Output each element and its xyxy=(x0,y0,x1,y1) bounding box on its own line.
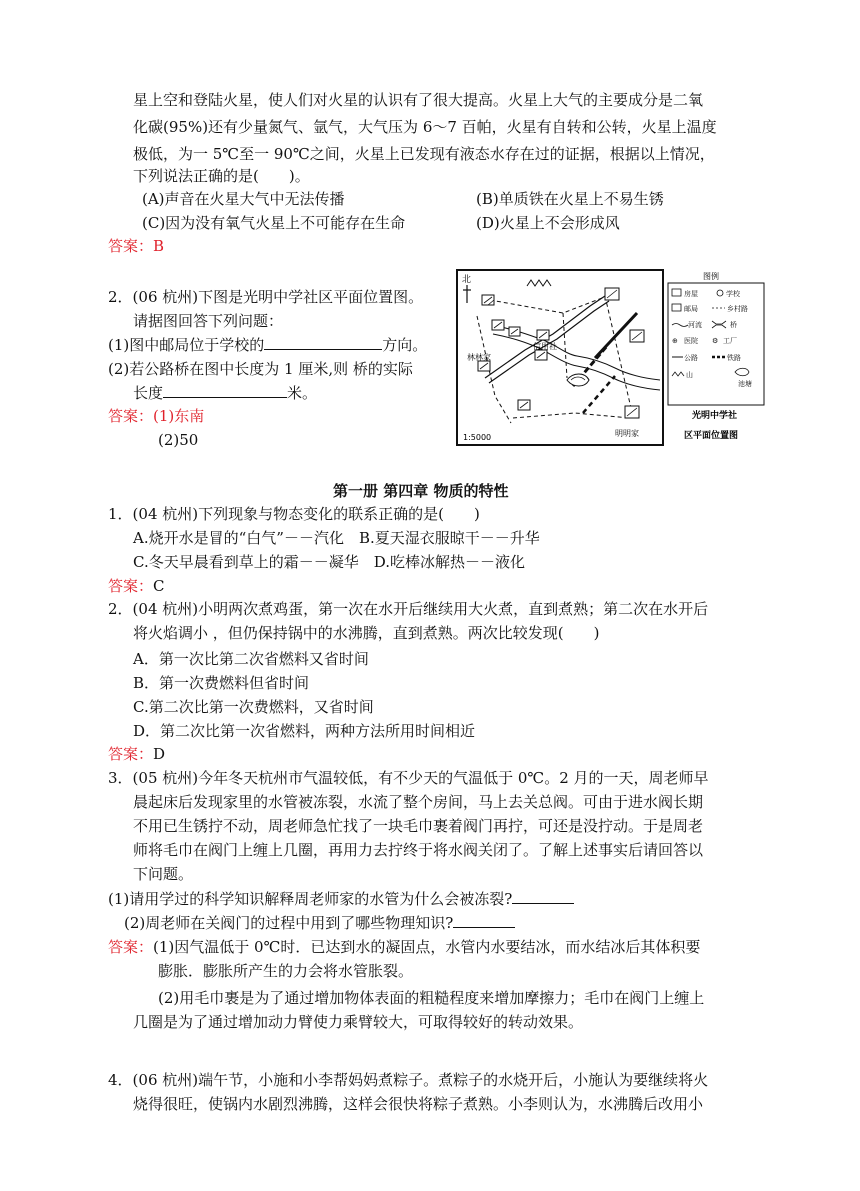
q4-line-2: 烧得很旺，使锅内水剧烈沸腾，这样会很快将粽子煮熟。小李则认为，水沸腾后改用小 xyxy=(133,1095,704,1113)
q3-sub1-text: (1)请用学过的科学知识解释周老师家的水管为什么会被冻裂? xyxy=(108,890,513,908)
q3-answer-2: (2)用毛巾裹是为了通过增加物体表面的粗糙程度来增加摩擦力；毛巾在阀门上缠上 xyxy=(158,989,705,1007)
legend-factory: 工厂 xyxy=(723,337,737,345)
legend-factory-icon: ⚙ xyxy=(712,337,719,345)
legend-railway: 铁路 xyxy=(727,354,741,362)
community-map-figure xyxy=(455,268,767,448)
legend-bridge: 桥 xyxy=(730,321,737,329)
mars-option-a: (A)声音在火星大气中无法传播 xyxy=(142,190,345,208)
answer-blank xyxy=(512,889,574,904)
answer-blank xyxy=(163,383,287,398)
q3-sub2-text: (2)周老师在关阀门的过程中用到了哪些物理知识? xyxy=(124,914,454,932)
q2-line-2: 将火焰调小 ，但仍保持锅中的水沸腾，直到煮熟。两次比较发现( ) xyxy=(133,624,600,642)
map-answer-2: (2)50 xyxy=(158,431,199,449)
answer-value: D xyxy=(153,745,166,763)
q1-options-cd: C.冬天早晨看到草上的霜－－凝华 D.吃棒冰解热－－液化 xyxy=(133,553,525,571)
chapter-heading: 第一册 第四章 物质的特性 xyxy=(333,482,509,500)
legend-hospital-icon: ⊕ xyxy=(672,337,678,345)
answer-label: 答案： xyxy=(108,237,154,255)
label-xinyongshe: 信用社 xyxy=(533,342,557,351)
q2-option-b: B．第一次费燃料但省时间 xyxy=(133,674,310,692)
map-sub-question-1 xyxy=(108,334,427,356)
label-linlinjia: 林林家 xyxy=(467,353,491,362)
legend-mountain: 山 xyxy=(686,371,693,379)
q3-line-4: 师将毛巾在阀门上缠上几圈，再用力去拧终于将水阀关闭了。了解上述事实后请回答以 xyxy=(133,841,704,859)
answer-value: B xyxy=(153,237,165,255)
map-caption-line-1: 光明中学社 xyxy=(692,411,738,421)
map-answer-1 xyxy=(108,405,204,427)
sub2-suffix: 米。 xyxy=(287,384,318,402)
map-scale: 1:5000 xyxy=(463,433,492,442)
q3-line-5: 下问题。 xyxy=(133,865,194,883)
answer-blank xyxy=(453,913,515,928)
q3-line-1: 3．(05 杭州)今年冬天杭州市气温较低，有不少天的气温低于 0℃。2 月的一天，周老师早 xyxy=(108,769,709,787)
legend-title: 图例 xyxy=(703,272,719,281)
map-question-line-2: 请据图回答下列问题： xyxy=(133,312,284,330)
mars-option-c: (C)因为没有氧气火星上不可能存在生命 xyxy=(142,214,406,232)
legend-school: 学校 xyxy=(726,290,740,298)
q1-line-1: 1．(04 杭州)下列现象与物态变化的联系正确的是( ) xyxy=(108,505,480,523)
legend-house-icon xyxy=(672,289,681,296)
legend-road: 公路 xyxy=(684,354,698,362)
sub1-suffix: 方向。 xyxy=(382,336,428,354)
mars-question-line-3: 极低，为一 5℃至一 90℃之间，火星上已发现有液态水存在过的证据，根据以上情况， xyxy=(133,145,715,163)
answer-label: 答案： xyxy=(108,745,154,763)
q3-answer-1 xyxy=(108,936,700,958)
q2-option-a: A．第一次比第二次省燃料又省时间 xyxy=(133,650,369,668)
q3-line-3: 不用已生锈拧不动，周老师急忙找了一块毛巾裹着阀门再拧，可还是没拧动。于是周老 xyxy=(133,817,704,835)
q4-line-1: 4．(06 杭州)端午节，小施和小李帮妈妈煮粽子。煮粽子的水烧开后，小施认为要继续将火 xyxy=(108,1071,709,1089)
q2-answer xyxy=(108,743,165,765)
q2-line-1: 2．(04 杭州)小明两次煮鸡蛋，第一次在水开后继续用大火煮，直到煮熟；第二次在水开后 xyxy=(108,600,709,618)
legend-house: 房屋 xyxy=(684,290,698,298)
label-mingmingjia: 明明家 xyxy=(615,429,639,438)
map-sub-question-2: (2)若公路桥在图中长度为 1 厘米,则 桥的实际 xyxy=(108,360,413,378)
legend-post: 邮局 xyxy=(684,305,698,313)
q2-option-c: C.第二次比第一次费燃料，又省时间 xyxy=(133,698,374,716)
answer-label: 答案： xyxy=(108,938,154,956)
q1-answer xyxy=(108,575,165,597)
q3-ans1-line-1: (1)因气温低于 0℃时．已达到水的凝固点，水管内水要结冰，而水结冰后其体积要 xyxy=(153,938,701,956)
mars-option-d: (D)火星上不会形成风 xyxy=(476,214,620,232)
map-question-line-1: 2．(06 杭州)下图是光明中学社区平面位置图。 xyxy=(108,288,424,306)
legend-hospital: 医院 xyxy=(684,337,698,345)
q2-option-d: D．第二次比第一次省燃料，两种方法所用时间相近 xyxy=(133,722,476,740)
answer-label: 答案： xyxy=(108,407,154,425)
q3-answer-2-cont: 几圈是为了通过增加动力臂使力乘臂较大，可取得较好的转动效果。 xyxy=(133,1013,584,1031)
mars-question-line-1: 星上空和登陆火星，使人们对火星的认识有了很大提高。火星上大气的主要成分是二氧 xyxy=(133,91,704,109)
q3-sub-question-2 xyxy=(124,912,515,934)
sub2-text: 长度 xyxy=(133,384,164,402)
north-label: 北 xyxy=(462,275,472,285)
sub1-text: (1)图中邮局位于学校的 xyxy=(108,336,265,354)
q3-sub-question-1 xyxy=(108,888,574,910)
legend-river: 河流 xyxy=(688,321,702,329)
answer-value: (1)东南 xyxy=(153,407,205,425)
map-caption-line-2: 区平面位置图 xyxy=(684,431,739,441)
answer-label: 答案： xyxy=(108,577,154,595)
q3-line-2: 晨起床后发现家里的水管被冻裂，水流了整个房间，马上去关总阀。可由于进水阀长期 xyxy=(133,793,704,811)
mars-answer xyxy=(108,235,164,257)
mars-question-line-4: 下列说法正确的是( )。 xyxy=(133,167,310,185)
mars-question-line-2: 化碳(95%)还有少量氮气、氩气，大气压为 6～7 百帕，火星有自转和公转，火星上温度 xyxy=(133,118,717,136)
answer-blank xyxy=(264,335,382,350)
legend-trail: 乡村路 xyxy=(727,305,748,313)
legend-post-icon xyxy=(672,304,681,311)
mars-option-b: (B)单质铁在火星上不易生锈 xyxy=(476,190,664,208)
answer-value: C xyxy=(153,577,165,595)
map-sub-question-2-cont xyxy=(133,382,317,404)
legend-pond: 池塘 xyxy=(738,380,752,388)
q1-options-ab: A.烧开水是冒的“白气”－－汽化 B.夏天湿衣服晾干－－升华 xyxy=(133,529,540,547)
q3-answer-1-cont: 膨胀．膨胀所产生的力会将水管胀裂。 xyxy=(158,962,414,980)
